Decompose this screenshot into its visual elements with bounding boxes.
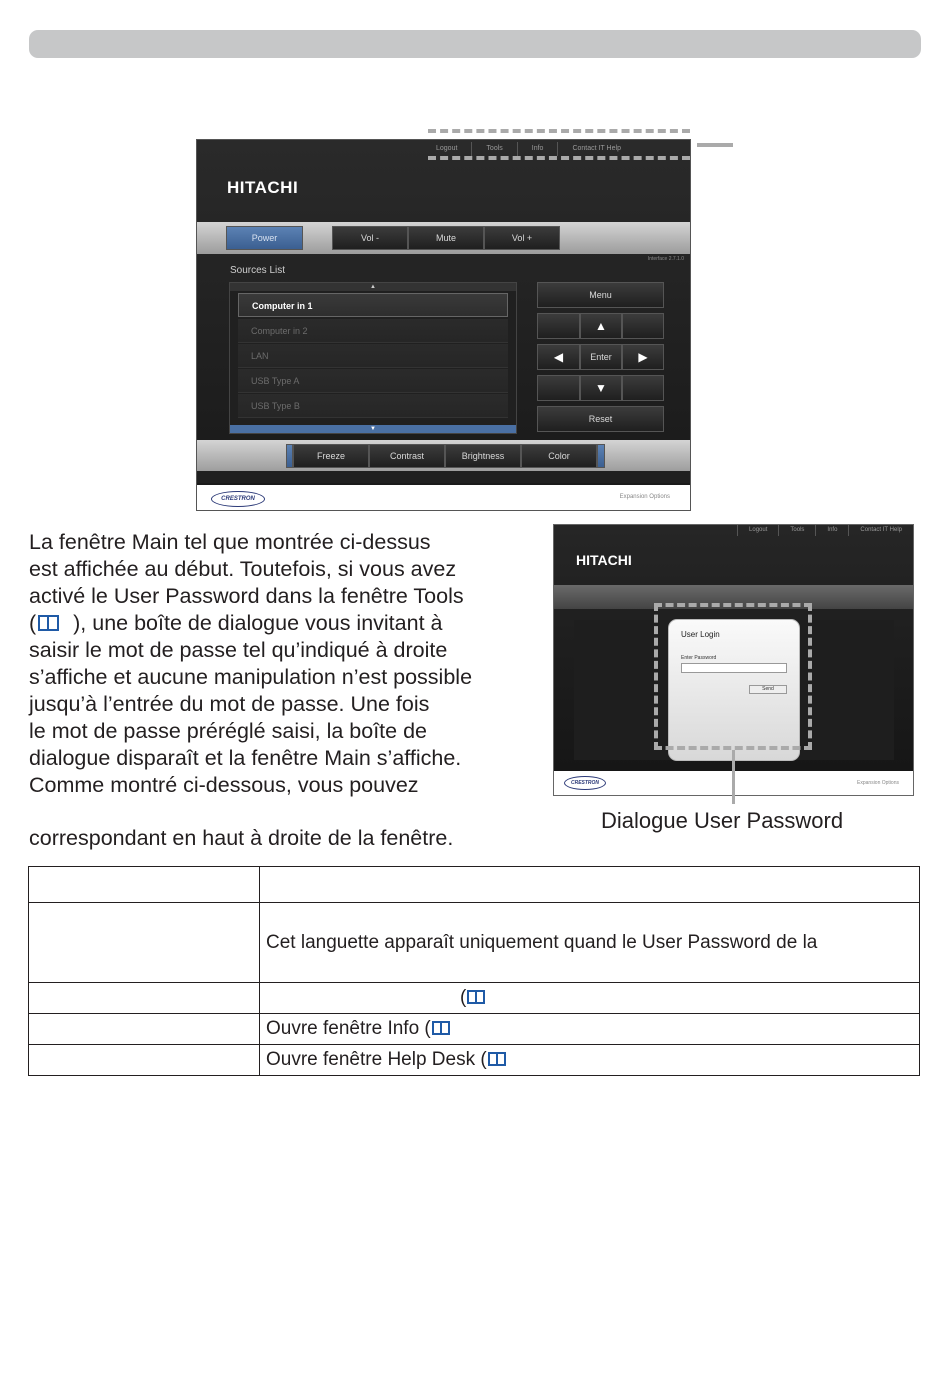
- dialog-callout: [654, 603, 812, 750]
- source-item[interactable]: LAN: [238, 344, 508, 368]
- paragraph-line: est affichée au début. Toutefois, si vous avez: [29, 557, 457, 581]
- right-arrow-icon[interactable]: ▶: [622, 344, 664, 370]
- up-arrow-icon[interactable]: ▲: [580, 313, 622, 339]
- body-paragraph: [29, 529, 529, 799]
- nav-blank: [622, 313, 664, 339]
- paragraph-line: jusqu’à l’entrée du mot de passe. Une fois: [29, 692, 430, 716]
- paragraph-line: dialogue disparaît et la fenêtre Main s’affiche.: [29, 746, 462, 770]
- enter-button[interactable]: Enter: [580, 344, 622, 370]
- contact-it-help-link[interactable]: Contact IT Help: [848, 525, 913, 536]
- bottom-strip: [197, 471, 690, 483]
- table-cell: [29, 1045, 260, 1076]
- source-item[interactable]: USB Type B: [238, 394, 508, 418]
- vol-minus-button[interactable]: Vol -: [332, 226, 408, 250]
- vol-plus-button[interactable]: Vol +: [484, 226, 560, 250]
- hitachi-logo: HITACHI: [227, 178, 299, 197]
- left-arrow-icon[interactable]: ◀: [537, 344, 580, 370]
- paragraph-line: s’affiche et aucune manipulation n’est possible: [29, 665, 473, 689]
- table-cell: [29, 867, 260, 903]
- header-bar: [29, 30, 921, 58]
- paragraph-line: le mot de passe préréglé saisi, la boîte de: [29, 719, 427, 743]
- nav-blank: [537, 375, 580, 401]
- paragraph-last-line: correspondant en haut à droite de la fenêtre.: [29, 826, 454, 850]
- power-button[interactable]: Power: [226, 226, 303, 250]
- table-cell: [260, 1045, 920, 1076]
- source-item[interactable]: Computer in 2: [238, 319, 508, 343]
- brightness-button[interactable]: Brightness: [445, 444, 521, 468]
- logout-link[interactable]: Logout: [422, 142, 472, 156]
- top-links: [737, 525, 913, 536]
- paragraph-line: La fenêtre Main tel que montrée ci-dessus: [29, 530, 431, 554]
- paragraph-line: activé le User Password dans la fenêtre Tools: [29, 584, 464, 608]
- sources-list-label: Sources List: [230, 265, 286, 276]
- paragraph-line: saisir le mot de passe tel qu’indiqué à droite: [29, 638, 448, 662]
- logout-link[interactable]: Logout: [737, 525, 778, 536]
- window-footer: [197, 485, 690, 510]
- table-cell: [260, 1014, 920, 1045]
- table-cell: [260, 867, 920, 903]
- nav-blank: [622, 375, 664, 401]
- hitachi-logo: HITACHI: [576, 552, 632, 568]
- crestron-logo: CRESTRON: [211, 491, 265, 507]
- table-cell: [29, 903, 260, 983]
- book-reference-icon: [38, 615, 59, 631]
- interface-version: Interface 2.7.1.0: [647, 256, 684, 262]
- tools-link[interactable]: Tools: [472, 142, 517, 156]
- paragraph-line: ( ), une boîte de dialogue vous invitant à: [29, 611, 443, 635]
- color-button[interactable]: Color: [521, 444, 597, 468]
- book-reference-icon: [432, 1021, 450, 1035]
- paragraph-line-text: ), une boîte de dialogue vous invitant à: [73, 611, 443, 635]
- expansion-options[interactable]: Expansion Options: [857, 780, 899, 786]
- table-cell: (: [260, 983, 920, 1014]
- paragraph-line: Comme montré ci-dessous, vous pouvez: [29, 773, 419, 797]
- sources-list: [229, 282, 517, 434]
- reset-button[interactable]: Reset: [537, 406, 664, 432]
- callout-leader: [732, 750, 735, 804]
- logout-description: Cet languette apparaît uniquement quand le User Password de la: [266, 931, 818, 953]
- book-reference-icon: [467, 990, 485, 1004]
- info-link[interactable]: Info: [815, 525, 848, 536]
- source-item[interactable]: Computer in 1: [238, 293, 508, 317]
- table-cell: [260, 903, 920, 983]
- scroll-up-icon[interactable]: ▲: [230, 283, 516, 291]
- expansion-options[interactable]: Expansion Options: [619, 494, 670, 500]
- scroll-right-icon[interactable]: [597, 444, 605, 468]
- down-arrow-icon[interactable]: ▼: [580, 375, 622, 401]
- tools-link[interactable]: Tools: [778, 525, 815, 536]
- dialog-title: User Login: [681, 630, 720, 639]
- table-cell: [29, 983, 260, 1014]
- top-links-callout: [428, 129, 690, 160]
- source-item[interactable]: USB Type A: [238, 369, 508, 393]
- menu-button[interactable]: Menu: [537, 282, 664, 308]
- main-window-screenshot: [196, 139, 691, 511]
- freeze-button[interactable]: Freeze: [293, 444, 369, 468]
- nav-blank: [537, 313, 580, 339]
- crestron-logo: CRESTRON: [564, 776, 606, 790]
- mute-button[interactable]: Mute: [408, 226, 484, 250]
- contact-it-help-link[interactable]: Contact IT Help: [572, 145, 621, 152]
- table-cell: [29, 1014, 260, 1045]
- info-link[interactable]: Info: [518, 142, 559, 156]
- scroll-left-icon[interactable]: [286, 444, 293, 468]
- info-description: Ouvre fenêtre Info (: [266, 1018, 431, 1039]
- password-label: Enter Password: [681, 655, 717, 661]
- scroll-down-icon[interactable]: ▼: [230, 425, 516, 433]
- help-desk-description: Ouvre fenêtre Help Desk (: [266, 1049, 487, 1070]
- book-reference-icon: [488, 1052, 506, 1066]
- callout-leader: [697, 143, 733, 147]
- contrast-button[interactable]: Contrast: [369, 444, 445, 468]
- tabs-table: [28, 866, 920, 1076]
- dialog-caption: Dialogue User Password: [601, 808, 844, 833]
- send-button[interactable]: Send: [749, 685, 787, 694]
